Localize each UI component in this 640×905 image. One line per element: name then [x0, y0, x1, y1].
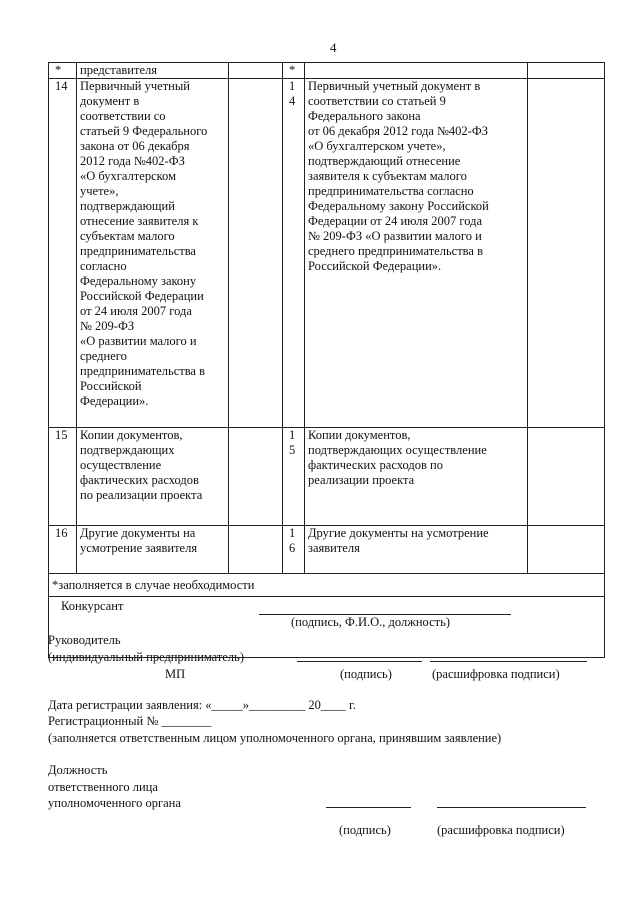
head-decoding-line — [430, 661, 587, 662]
official-signature-line — [326, 807, 411, 808]
mark-right: * — [283, 63, 305, 79]
empty-cell — [528, 79, 605, 428]
row-text-left: Копии документов, подтверждающих осуществление фактических расходов по реализации проекта — [77, 428, 229, 526]
row-number-left: 16 — [49, 526, 77, 574]
mark-left: * — [49, 63, 77, 79]
registration-note: (заполняется ответственным лицом уполномоченного органа, принявшим заявление) — [48, 731, 502, 745]
head-title: Руководитель — [48, 633, 121, 647]
row-number-right: 15 — [283, 428, 305, 526]
row-number-left: 14 — [49, 79, 77, 428]
header-text-left: представителя — [77, 63, 229, 79]
registration-date: Дата регистрации заявления: «_____»_________ 20____ г. — [48, 698, 356, 712]
empty-cell — [528, 526, 605, 574]
official-position: Должность — [48, 763, 108, 777]
empty-cell — [229, 79, 283, 428]
head-subtitle: (индивидуальный предприниматель) — [48, 650, 244, 664]
row-number-right: 14 — [283, 79, 305, 428]
head-decoding-caption: (расшифровка подписи) — [432, 667, 560, 681]
stamp-label: МП — [165, 667, 186, 681]
official-person: ответственного лица — [48, 780, 158, 794]
registration-number: Регистрационный № ________ — [48, 714, 212, 728]
empty-cell — [528, 63, 605, 79]
row-text-left: Первичный учетный документ в соответствии со статьей 9 Федерального закона от 06 декабря 2012 года №402-ФЗ «О бухгалтерском учете», подтверждающий отнесение заявителя к субъектам малого предпринимательства согласно Федеральному закону Российской Федерации от 24 июля 2007 года № 209-ФЗ «О развитии малого и среднего предпринимательства в Российской Федерации». — [77, 79, 229, 428]
empty-cell — [229, 526, 283, 574]
footnote-row — [49, 574, 605, 597]
row-text-right: Другие документы на усмотрение заявителя — [305, 526, 528, 574]
footnote: *заполняется в случае необходимости — [49, 574, 605, 597]
page-number: 4 — [330, 40, 337, 55]
header-text-right — [305, 63, 528, 79]
row-number-left: 15 — [49, 428, 77, 526]
table-row — [49, 428, 605, 526]
documents-table — [48, 62, 605, 658]
empty-cell — [229, 63, 283, 79]
row-number-right: 16 — [283, 526, 305, 574]
table-row — [49, 79, 605, 428]
official-authority: уполномоченного органа — [48, 796, 181, 810]
contestant-row — [49, 597, 605, 658]
official-signature-caption: (подпись) — [339, 823, 391, 837]
row-text-left: Другие документы на усмотрение заявителя — [77, 526, 229, 574]
contestant-caption: (подпись, Ф.И.О., должность) — [291, 615, 450, 629]
table-row — [49, 526, 605, 574]
row-text-right: Первичный учетный документ в соответствии со статьей 9 Федерального закона от 06 декабря 2012 года №402-ФЗ «О бухгалтерском учете», подтверждающий отнесение заявителя к субъектам малого предпринимательства согласно Федеральному закону Российской Федерации от 24 июля 2007 года № 209-ФЗ «О развитии малого и среднего предпринимательства в Российской Федерации». — [305, 79, 528, 428]
official-decoding-caption: (расшифровка подписи) — [437, 823, 565, 837]
row-text-right: Копии документов, подтверждающих осуществление фактических расходов по реализации проекта — [305, 428, 528, 526]
official-decoding-line — [437, 807, 586, 808]
head-signature-caption: (подпись) — [340, 667, 392, 681]
table-header-row — [49, 63, 605, 79]
empty-cell — [528, 428, 605, 526]
head-signature-line — [297, 661, 422, 662]
empty-cell — [229, 428, 283, 526]
contestant-label: Конкурсант — [61, 599, 124, 613]
